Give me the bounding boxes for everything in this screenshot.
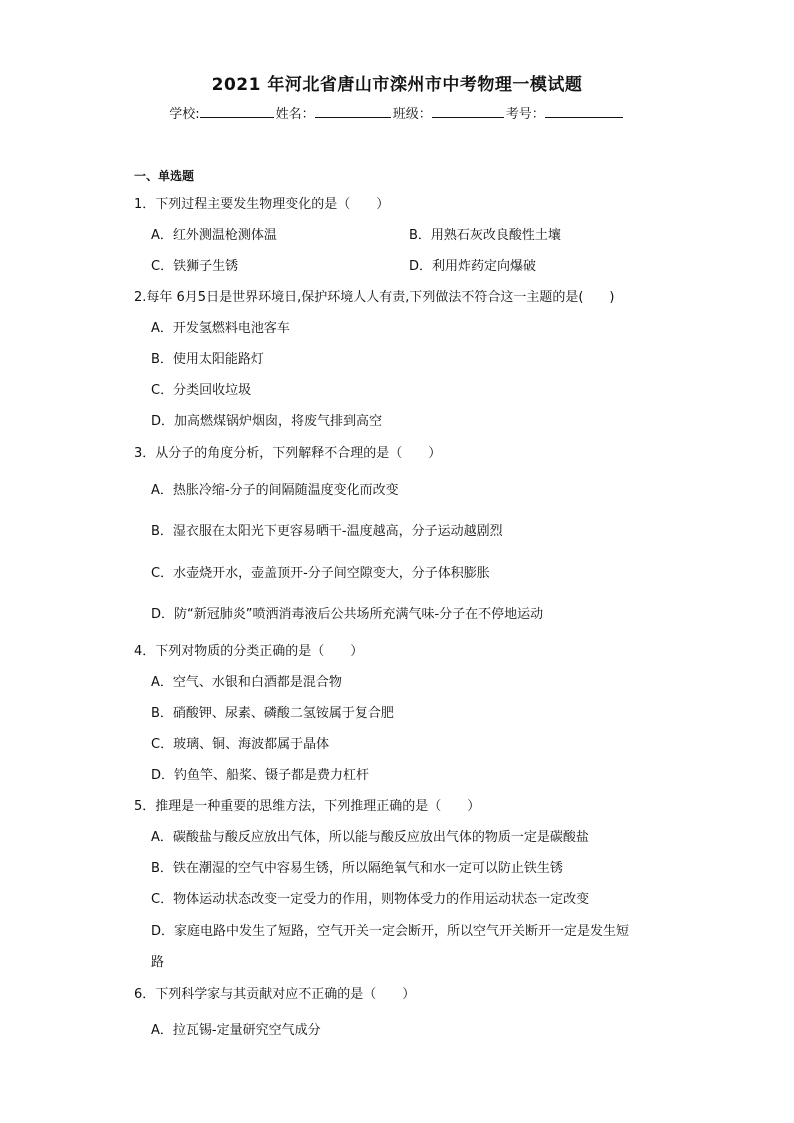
exam-no-label: 考号： <box>505 107 545 122</box>
option-a: A．开发氢燃料电池客车 <box>151 321 290 336</box>
class-label: 班级： <box>392 107 432 122</box>
option-d: D．家庭电路中发生了短路，空气开关一定会断开，所以空气开关断开一定是发生短 <box>151 924 630 939</box>
class-blank[interactable] <box>432 105 504 118</box>
option-d: D．利用炸药定向爆破 <box>409 259 537 274</box>
name-label: 姓名： <box>275 107 315 122</box>
option-c: C．物体运动状态改变一定受力的作用，则物体受力的作用运动状态一定改变 <box>151 892 590 907</box>
option-b: B．湿衣服在太阳光下更容易晒干-温度越高，分子运动越剧烈 <box>151 524 503 539</box>
option-b: B．硝酸钾、尿素、磷酸二氢铵属于复合肥 <box>151 706 394 721</box>
option-c: C．水壶烧开水，壶盖顶开-分子间空隙变大，分子体积膨胀 <box>151 566 490 581</box>
exam-no-blank[interactable] <box>545 105 623 118</box>
school-blank[interactable] <box>200 105 274 118</box>
option-d: D．加高燃煤锅炉烟囱，将废气排到高空 <box>151 414 383 429</box>
page-title: 2021 年河北省唐山市滦州市中考物理一模试题 <box>211 75 583 95</box>
option-d: D．钓鱼竿、船桨、镊子都是费力杠杆 <box>151 768 370 783</box>
question-stem: 4．下列对物质的分类正确的是（ ） <box>134 644 364 659</box>
option-a: A．拉瓦锡-定量研究空气成分 <box>151 1023 321 1038</box>
option-a: A．热胀冷缩-分子的间隔随温度变化而改变 <box>151 483 399 498</box>
question-stem: 5．推理是一种重要的思维方法，下列推理正确的是（ ） <box>134 799 481 814</box>
name-blank[interactable] <box>315 105 391 118</box>
option-b: B．使用太阳能路灯 <box>151 352 264 367</box>
question-stem: 6．下列科学家与其贡献对应不正确的是（ ） <box>134 987 416 1002</box>
option-c: C．分类回收垃圾 <box>151 383 252 398</box>
option-c: C．铁狮子生锈 <box>151 259 239 274</box>
question-stem: 2.每年 6月5日是世界环境日,保护环境人人有责,下列做法不符合这一主题的是( ) <box>134 290 615 305</box>
question-stem: 3．从分子的角度分析，下列解释不合理的是（ ） <box>134 446 442 461</box>
option-c: C．玻璃、铜、海波都属于晶体 <box>151 737 330 752</box>
section-title: 一、单选题 <box>134 169 195 183</box>
student-info-line <box>0 103 794 122</box>
option-b: B．铁在潮湿的空气中容易生锈，所以隔绝氧气和水一定可以防止铁生锈 <box>151 861 563 876</box>
school-label: 学校: <box>169 107 200 122</box>
option-b: B．用熟石灰改良酸性土壤 <box>409 228 561 243</box>
option-d: D．防“新冠肺炎”喷洒消毒液后公共场所充满气味-分子在不停地运动 <box>151 607 544 622</box>
option-a: A．空气、水银和白酒都是混合物 <box>151 675 342 690</box>
option-a: A．碳酸盐与酸反应放出气体，所以能与酸反应放出气体的物质一定是碳酸盐 <box>151 830 589 845</box>
option-a: A．红外测温枪测体温 <box>151 228 277 243</box>
option-d-continued: 路 <box>151 955 165 970</box>
question-stem: 1．下列过程主要发生物理变化的是（ ） <box>134 197 390 212</box>
